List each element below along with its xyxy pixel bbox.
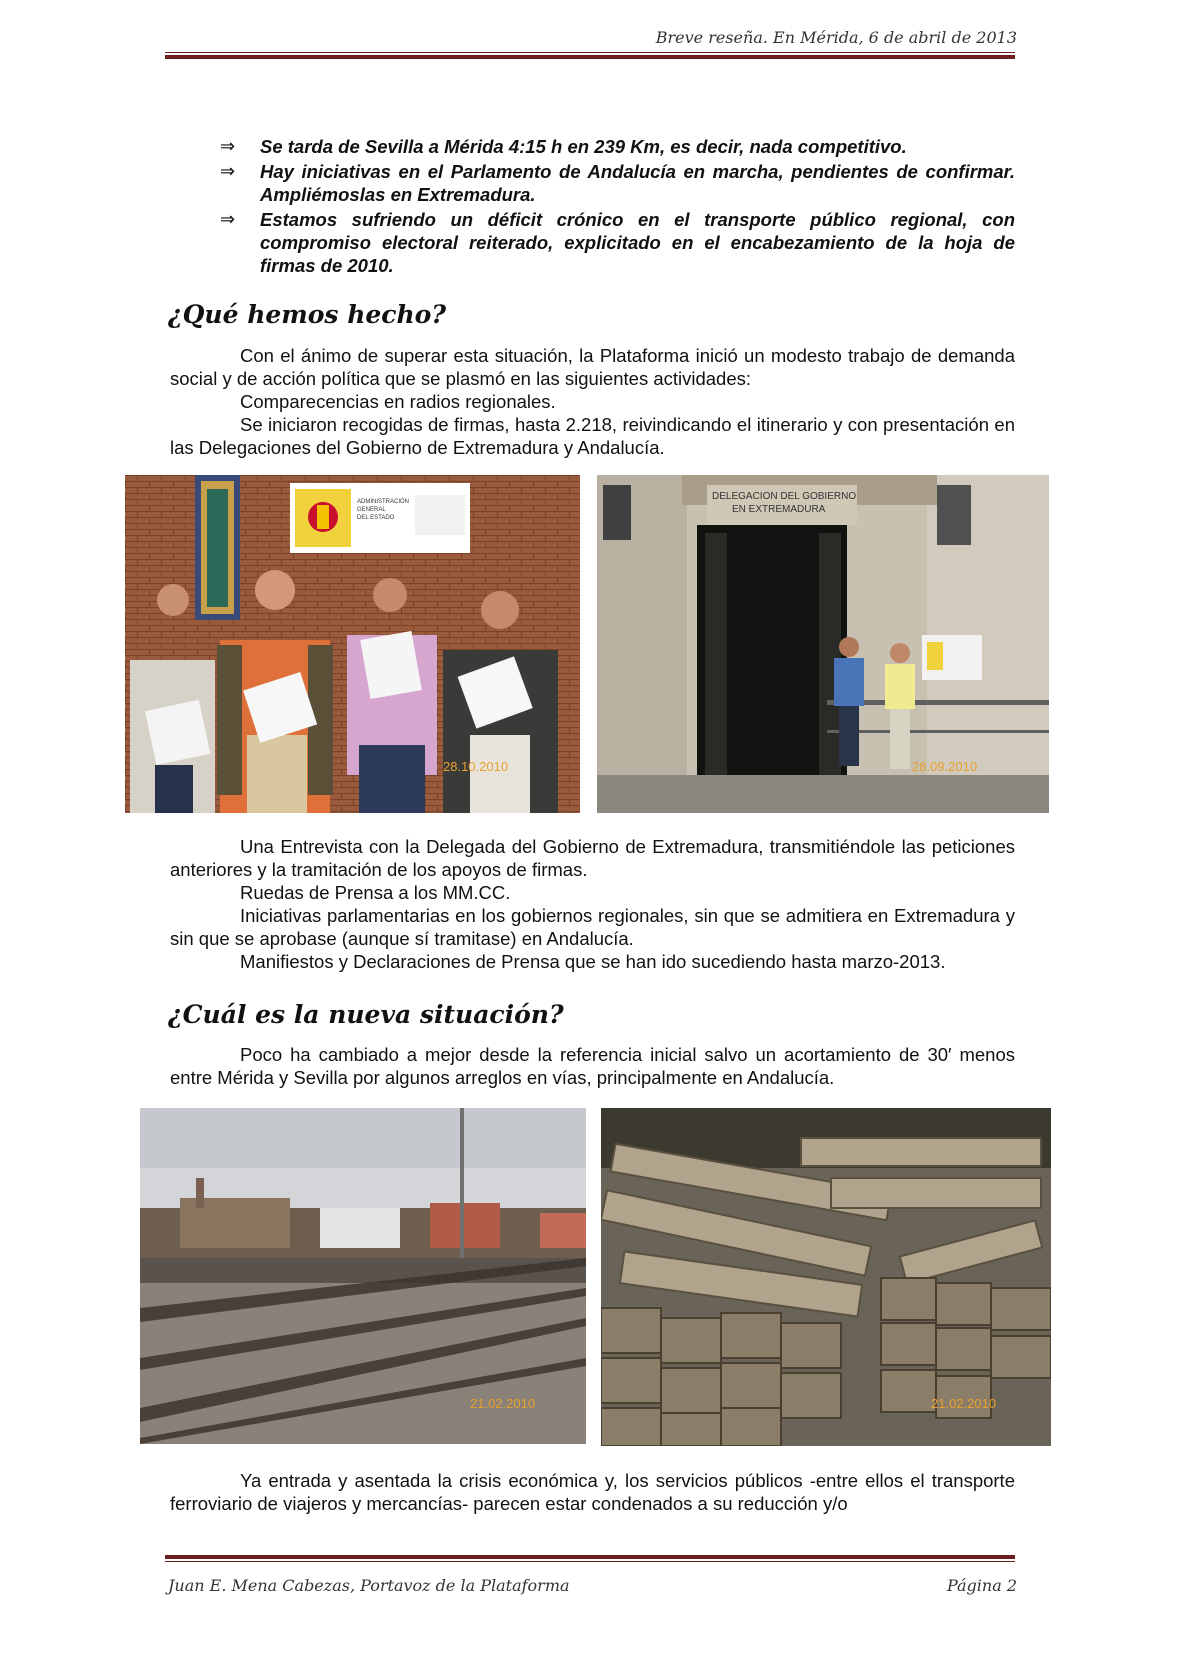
photo-date-stamp: 21.02.2010: [470, 1396, 536, 1411]
paragraph: Se iniciaron recogidas de firmas, hasta 2.218, reivindicando el itinerario y con presentación en las Delegaciones del Gobierno de Extremadura y Andalucía.: [170, 414, 1015, 458]
paragraph: Una Entrevista con la Delegada del Gobierno de Extremadura, transmitiéndole las peticiones anteriores y la tramitación de los apoyos de firmas.: [170, 836, 1015, 880]
footer-rule: [165, 1555, 1015, 1562]
paragraph: Con el ánimo de superar esta situación, la Plataforma inició un modesto trabajo de demanda social y de acción política que se plasmó en las siguientes actividades:: [170, 345, 1015, 389]
plaque-text: EN EXTREMADURA: [732, 504, 826, 515]
section3-text: [170, 1469, 1015, 1515]
paragraph: Manifiestos y Declaraciones de Prensa que se han ido sucediendo hasta marzo-2013.: [240, 951, 946, 972]
double-arrow-icon: ⇒: [220, 209, 236, 229]
paragraph: Poco ha cambiado a mejor desde la referencia inicial salvo un acortamiento de 30′ menos entre Mérida y Sevilla por algunos arreglos en vías, principalmente en Andalucía.: [170, 1044, 1015, 1088]
section2-text: [170, 1043, 1015, 1089]
photo-date-stamp: 28.10.2010: [443, 759, 509, 774]
section-heading-new-situation: ¿Cuál es la nueva situación?: [168, 1000, 564, 1029]
section1-text: [170, 344, 1015, 459]
photo-delegation-extremadura: [597, 475, 1049, 813]
sign-text: ADMINISTRACIÓN: [357, 499, 410, 505]
double-arrow-icon: ⇒: [220, 136, 236, 156]
photo-delegation-andalucia: [125, 475, 580, 813]
plaque-text: DELEGACION DEL GOBIERNO: [712, 491, 857, 502]
paragraph: Ya entrada y asentada la crisis económica y, los servicios públicos -entre ellos el transporte ferroviario de viajeros y mercancías- parecen estar condenados a su reducción y/o: [170, 1470, 1015, 1514]
paragraph: Iniciativas parlamentarias en los gobiernos regionales, sin que se admitiera en Extremadura y sin que se aprobase (aunque sí tramitase) en Andalucía.: [170, 905, 1015, 949]
paragraph: Ruedas de Prensa a los MM.CC.: [240, 882, 511, 903]
list-item: ⇒ Se tarda de Sevilla a Mérida 4:15 h en 239 Km, es decir, nada competitivo.: [220, 136, 907, 157]
double-arrow-icon: ⇒: [220, 161, 236, 181]
page-number: Página 2: [946, 1576, 1017, 1595]
sign-text: GENERAL: [357, 507, 386, 513]
photo-railway-tracks: [140, 1108, 586, 1444]
list-item: ⇒ Hay iniciativas en el Parlamento de Andalucía en marcha, pendientes de confirmar. Ampliémoslas en Extremadura.: [220, 161, 1015, 205]
list-item: ⇒ Estamos sufriendo un déficit crónico en el transporte público regional, con compromiso electoral reiterado, explicitado en el encabezamiento de la hoja de firmas de 2010.: [220, 209, 1015, 276]
section1b-text: [170, 835, 1015, 973]
section-heading-what-done: ¿Qué hemos hecho?: [168, 300, 447, 329]
page-header: Breve reseña. En Mérida, 6 de abril de 2013: [655, 28, 1017, 47]
paragraph: Comparecencias en radios regionales.: [240, 391, 556, 412]
photo-date-stamp: 21.02.2010: [931, 1396, 997, 1411]
bullet-list: [220, 135, 1015, 279]
header-rule: [165, 52, 1015, 59]
footer-author: Juan E. Mena Cabezas, Portavoz de la Plataforma: [168, 1576, 570, 1595]
photo-date-stamp: 28.09.2010: [912, 759, 978, 774]
sign-text: DEL ESTADO: [357, 515, 395, 521]
photo-wooden-sleepers: [601, 1108, 1051, 1446]
